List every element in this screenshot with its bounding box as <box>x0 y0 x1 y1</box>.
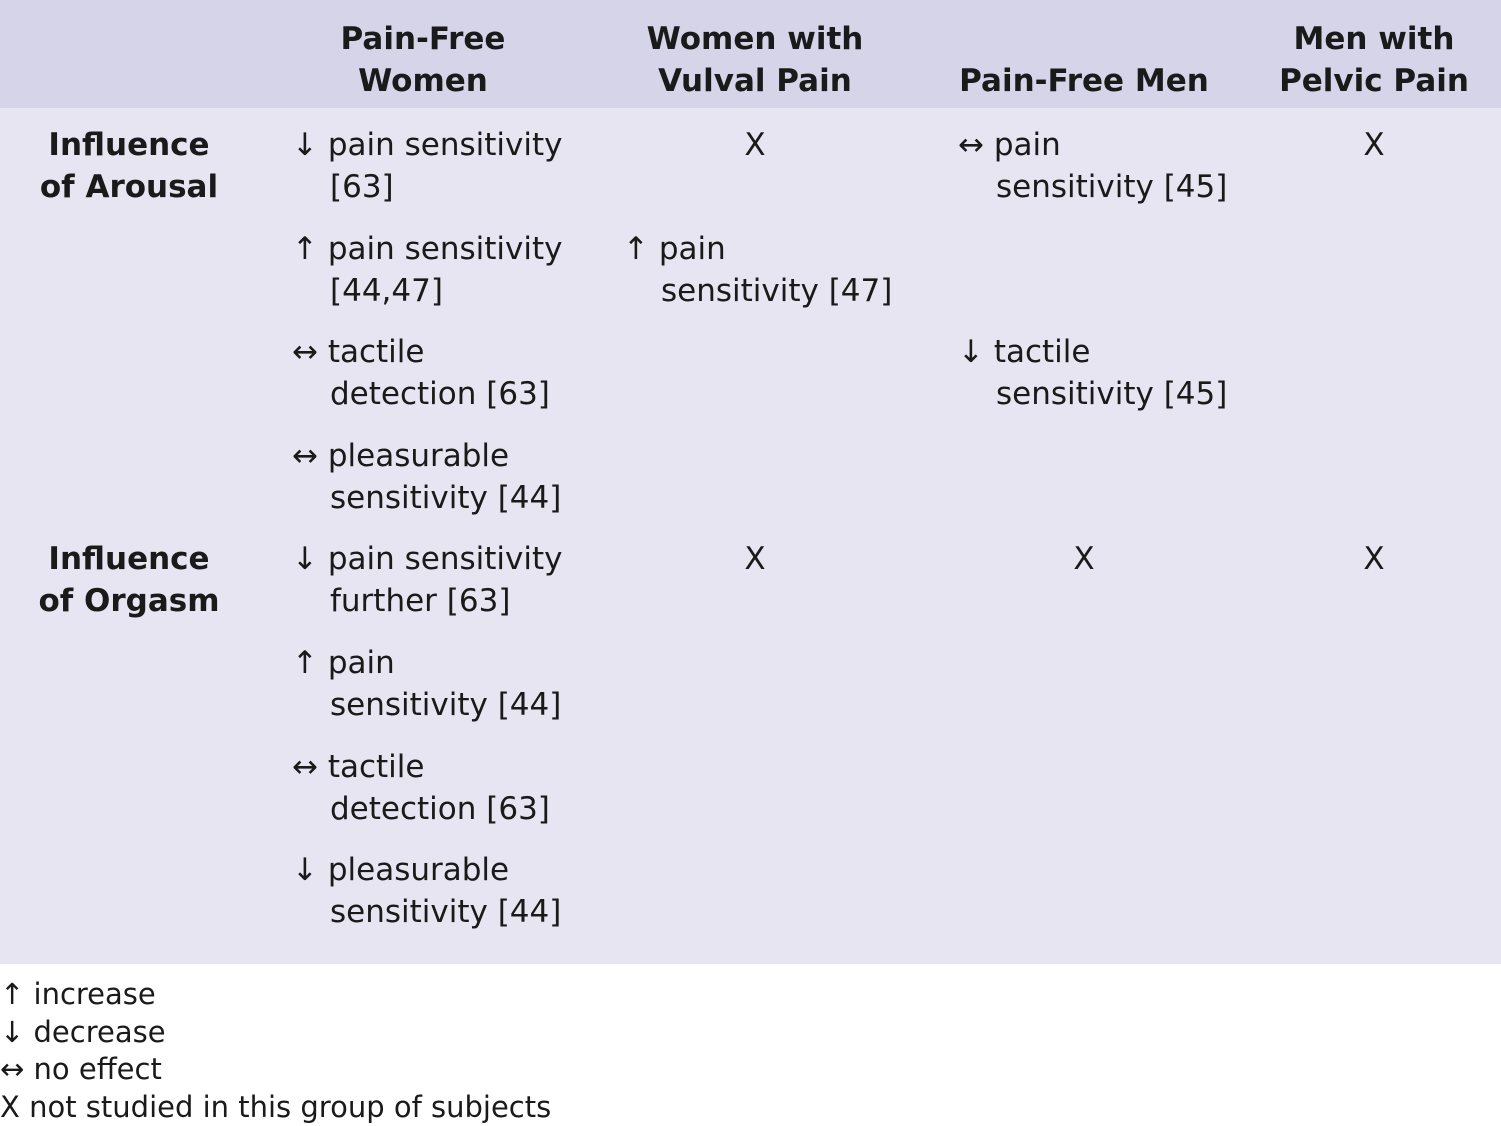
cell-line: sensitivity [44] <box>330 894 562 930</box>
table-cell <box>623 228 892 312</box>
cell-line: sensitivity [47] <box>661 273 893 309</box>
table-cell <box>292 228 562 312</box>
legend-no-effect: ↔ no effect <box>0 1052 162 1086</box>
legend-not-studied: X not studied in this group of subjects <box>0 1089 552 1124</box>
table-cell <box>958 331 1227 415</box>
header-pain-free-women: Pain-Free Women <box>340 21 506 99</box>
cell-line: detection [63] <box>330 791 550 827</box>
cell-line: ↓ pain sensitivity <box>292 541 563 577</box>
row-label-arousal: Influence of Arousal <box>39 127 219 205</box>
cell-line: ↑ pain <box>292 645 395 681</box>
table-cell <box>292 435 561 519</box>
legend-increase: ↑ increase <box>0 977 156 1011</box>
cell-line: ↓ pain sensitivity <box>292 127 563 163</box>
cell-line: ↔ pleasurable <box>292 438 510 474</box>
table-header <box>0 0 1501 108</box>
cell-line: ↑ pain sensitivity <box>292 231 563 267</box>
cell-line: ↔ tactile <box>292 749 425 785</box>
not-studied-mark: X <box>1073 541 1095 577</box>
cell-line: detection [63] <box>330 376 550 412</box>
header-women-vulval-pain: Women with Vulval Pain <box>646 21 864 99</box>
header-men-pelvic-pain: Men with Pelvic Pain <box>1279 21 1469 99</box>
cell-line: ↑ pain <box>623 231 726 267</box>
cell-line: ↓ pleasurable <box>292 852 510 888</box>
header-pain-free-men: Pain-Free Men <box>959 63 1209 99</box>
cell-line: further [63] <box>330 583 511 619</box>
cell-line: sensitivity [44] <box>330 480 562 516</box>
cell-line: sensitivity [45] <box>996 376 1228 412</box>
cell-line: sensitivity [45] <box>996 169 1228 205</box>
cell-line: sensitivity [44] <box>330 687 562 723</box>
not-studied-mark: X <box>744 127 766 163</box>
table-cell <box>292 642 561 726</box>
table-cell <box>292 331 550 415</box>
cell-line: ↔ pain <box>958 127 1061 163</box>
table-cell <box>958 124 1227 208</box>
not-studied-mark: X <box>744 541 766 577</box>
table-cell <box>292 538 562 622</box>
legend-decrease: ↓ decrease <box>0 1014 166 1049</box>
table-body <box>0 108 1501 964</box>
not-studied-mark: X <box>1363 127 1385 163</box>
cell-line: ↓ tactile <box>958 334 1091 370</box>
cell-line: ↔ tactile <box>292 334 425 370</box>
table-cell <box>292 746 550 830</box>
table-cell <box>292 849 561 933</box>
cell-line: [63] <box>330 169 394 205</box>
cell-line: [44,47] <box>330 273 443 309</box>
row-label-orgasm: Influence of Orgasm <box>38 541 220 619</box>
table-cell <box>292 124 562 208</box>
legend <box>0 976 551 1126</box>
not-studied-mark: X <box>1363 541 1385 577</box>
